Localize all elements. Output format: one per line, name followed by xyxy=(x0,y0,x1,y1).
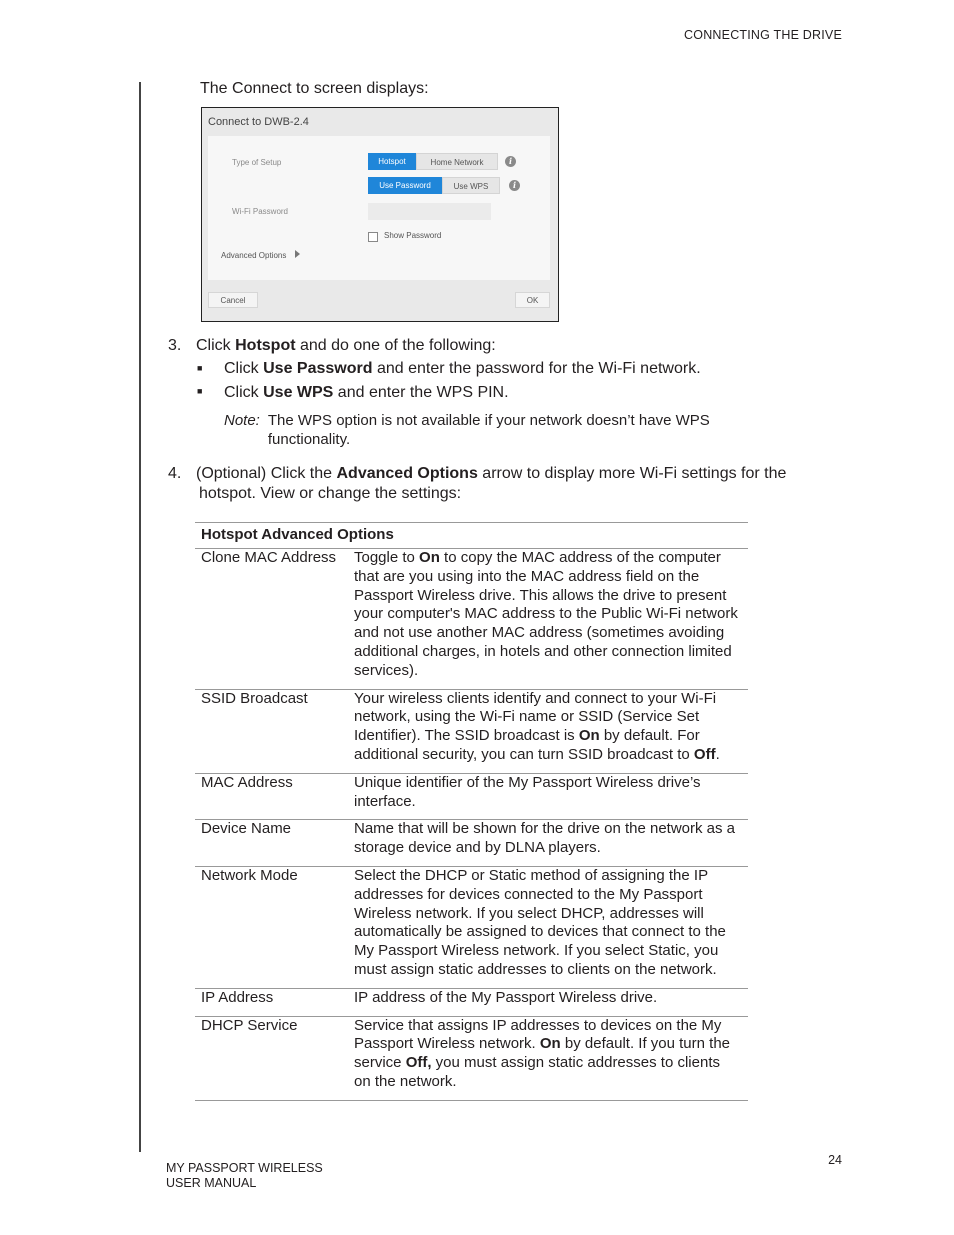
note-label: Note: xyxy=(224,412,260,429)
option-description: IP address of the My Passport Wireless drive. xyxy=(354,988,658,1006)
dialog-title: Connect to DWB-2.4 xyxy=(208,116,309,128)
home-network-button[interactable]: Home Network xyxy=(416,153,498,170)
ok-button[interactable]: OK xyxy=(515,292,550,308)
table-row xyxy=(195,867,748,989)
show-password-checkbox[interactable] xyxy=(368,232,378,242)
table-row xyxy=(195,549,748,690)
option-name: Network Mode xyxy=(201,866,298,884)
info-icon[interactable]: i xyxy=(505,156,516,167)
step-3-text: Click Hotspot and do one of the following: xyxy=(196,337,496,354)
option-description: Unique identifier of the My Passport Wireless drive’s interface. xyxy=(354,773,701,810)
table-row xyxy=(195,774,748,821)
table-row xyxy=(195,989,748,1017)
option-name: MAC Address xyxy=(201,773,293,791)
option-name: Clone MAC Address xyxy=(201,549,337,566)
margin-rule xyxy=(139,82,141,1152)
bullet-icon: ■ xyxy=(197,363,203,373)
option-description: Toggle to On to copy the MAC address of the computer that are you using into the MAC address field on the Passport Wireless drive. This allows the drive to present your computer's MAC address to the Public Wi-Fi network and not use another MAC address (sometimes avoiding additional charges, in hotels and other connection limited services). xyxy=(354,549,738,679)
table-heading: Hotspot Advanced Options xyxy=(195,523,748,549)
option-description: Select the DHCP or Static method of assigning the IP addresses for devices connected to the My Passport Wireless network. If you select DHCP, addresses will automatically be assigned to devices that connect to the My Passport Wireless network. If you select Static, you must assign static addresses to clients on the network. xyxy=(354,866,726,978)
footer-title: MY PASSPORT WIRELESS USER MANUAL xyxy=(166,1161,323,1190)
type-of-setup-label: Type of Setup xyxy=(232,158,282,167)
table-row xyxy=(195,820,748,867)
connect-dialog-screenshot xyxy=(201,107,559,322)
bullet-use-wps: Click Use WPS and enter the WPS PIN. xyxy=(224,384,509,401)
option-name: DHCP Service xyxy=(201,1016,298,1034)
advanced-options-table xyxy=(195,522,748,1101)
wifi-password-input[interactable] xyxy=(368,203,491,220)
table-body xyxy=(195,549,748,1101)
wifi-password-label: Wi-Fi Password xyxy=(232,207,289,216)
page-number: 24 xyxy=(828,1153,842,1167)
show-password-label: Show Password xyxy=(384,231,442,240)
use-password-button[interactable]: Use Password xyxy=(368,177,442,194)
option-description: Service that assigns IP addresses to devices on the My Passport Wireless network. On by default. If you turn the service Off, you must assign static addresses to clients on the network. xyxy=(354,1016,731,1090)
table-row xyxy=(195,1017,748,1101)
intro-text: The Connect to screen displays: xyxy=(200,80,429,97)
bullet-icon: ■ xyxy=(197,386,203,396)
step-4-number: 4. xyxy=(168,465,182,482)
step-3-number: 3. xyxy=(168,337,182,354)
note xyxy=(224,411,764,449)
advanced-options-label[interactable]: Advanced Options xyxy=(221,251,287,260)
option-name: IP Address xyxy=(201,988,274,1006)
option-description: Name that will be shown for the drive on the network as a storage device and by DLNA players. xyxy=(354,820,736,857)
advanced-options-arrow-icon[interactable] xyxy=(295,250,300,258)
option-description: Your wireless clients identify and connect to your Wi-Fi network, using the Wi-Fi name or SSID (Service Set Identifier). The SSID broadcast is On by default. For additional security, you can turn SSID broadcast to Off. xyxy=(354,689,720,763)
hotspot-button[interactable]: Hotspot xyxy=(368,153,416,170)
option-name: Device Name xyxy=(201,820,292,838)
table-row xyxy=(195,690,748,774)
info-icon[interactable]: i xyxy=(509,180,520,191)
running-header: CONNECTING THE DRIVE xyxy=(684,28,842,42)
use-wps-button[interactable]: Use WPS xyxy=(442,177,500,194)
bullet-use-password: Click Use Password and enter the password for the Wi-Fi network. xyxy=(224,360,701,377)
option-name: SSID Broadcast xyxy=(201,689,308,707)
cancel-button[interactable]: Cancel xyxy=(208,292,258,308)
note-text: The WPS option is not available if your network doesn’t have WPS functionality. xyxy=(267,412,710,448)
step-4-text: (Optional) Click the Advanced Options arrow to display more Wi-Fi settings for the hotspot. View or change the settings: xyxy=(196,465,787,502)
